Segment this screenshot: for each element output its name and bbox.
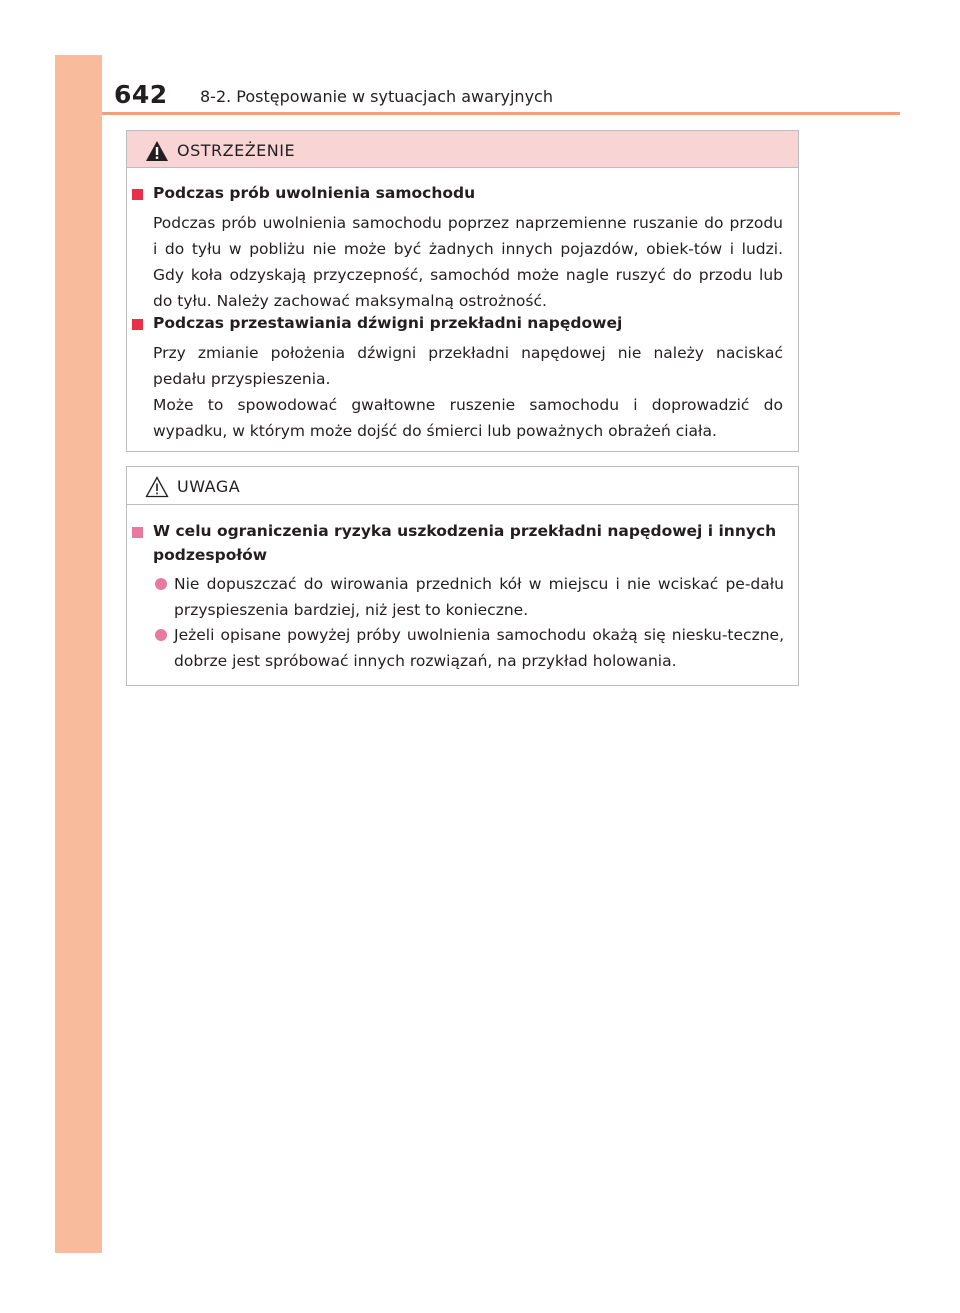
- warning-item-title: Podczas prób uwolnienia samochodu: [153, 184, 476, 202]
- side-color-band: [55, 55, 102, 1253]
- warning-item-body-line2: Może to spowodować gwałtowne ruszenie samochodu i doprowadzić do wypadku, w którym może dojść do śmierci lub poważnych obrażeń ciała.: [153, 396, 783, 440]
- red-square-bullet-icon: [132, 189, 143, 200]
- page-header: [102, 80, 900, 116]
- warning-triangle-filled-icon: [145, 140, 169, 162]
- notice-box-header: [127, 467, 798, 505]
- warning-box-header: [127, 131, 798, 168]
- pink-square-bullet-icon: [132, 527, 143, 538]
- red-square-bullet-icon: [132, 319, 143, 330]
- notice-bullet-text: Nie dopuszczać do wirowania przednich kół w miejscu i nie wciskać pe-dału przyspieszenia bardziej, niż jest to konieczne.: [174, 575, 784, 619]
- pink-dot-bullet-icon: [155, 578, 167, 590]
- warning-item-body: Podczas prób uwolnienia samochodu poprzez naprzemienne ruszanie do przodu i do tyłu w pobliżu nie może być żadnych innych pojazdów, obiek-tów i ludzi. Gdy koła odzyskają przyczepność, samochód może nagle ruszyć do przodu lub do tyłu. Należy zachować maksymalną ostrożność.: [153, 214, 783, 310]
- notice-box: [126, 466, 799, 686]
- section-title: 8-2. Postępowanie w sytuacjach awaryjnych: [200, 87, 553, 106]
- warning-item-body-line1: Przy zmianie położenia dźwigni przekładni napędowej nie należy naciskać pedału przyspieszenia.: [153, 344, 783, 388]
- header-rule: [102, 112, 900, 115]
- warning-box: [126, 130, 799, 452]
- notice-item-title: W celu ograniczenia ryzyka uszkodzenia przekładni napędowej i innych podzespołów: [153, 522, 777, 564]
- page-number: 642: [114, 80, 168, 109]
- warning-label: OSTRZEŻENIE: [177, 141, 296, 160]
- notice-bullet-text: Jeżeli opisane powyżej próby uwolnienia samochodu okażą się niesku-teczne, dobrze jest spróbować innych rozwiązań, na przykład holowania.: [174, 626, 784, 670]
- warning-item-title: Podczas przestawiania dźwigni przekładni napędowej: [153, 314, 623, 332]
- notice-label: UWAGA: [177, 477, 241, 496]
- warning-triangle-outline-icon: [145, 476, 169, 498]
- pink-dot-bullet-icon: [155, 629, 167, 641]
